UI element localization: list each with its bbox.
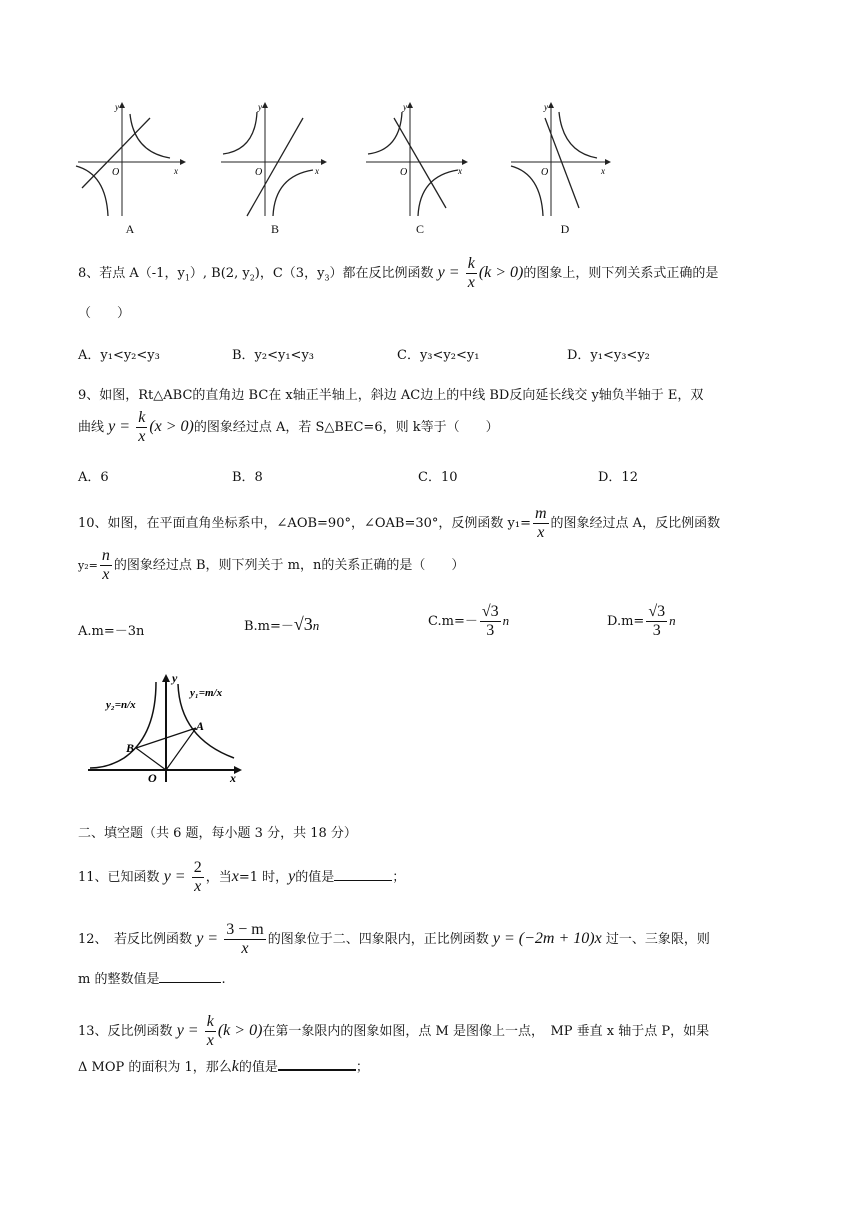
q12-line2 [78,968,226,987]
q9-option-c: C．10 [418,470,458,485]
q10-option-b [244,614,319,635]
q8-text-c: )，C（3，y [254,266,325,281]
q12-text-a: 12、 若反比例函数 [78,932,193,947]
graph-d-y: y [544,102,548,112]
graph-c-label: C [415,222,424,236]
q11-frac-den: x [194,878,202,895]
q12-line2-end: . [221,972,226,987]
q10-line1-a: 10、如图，在平面直角坐标系中，∠AOB=90°，∠OAB=30°，反例函数 y₁= [78,516,531,531]
q11-y: y [288,868,296,885]
q10-optc-a: C.m=－ [428,614,478,629]
q10-frac2-num: n [101,547,110,564]
graph-d-label: D [560,222,570,236]
q10-optc-b: n [502,613,510,628]
q10-fig-x: x [230,771,236,785]
q11-x: x [231,868,239,885]
q10-fig-y2-label: y₂=n/x [106,699,136,711]
q10-fig-y1-label: y₁=m/x [190,687,223,699]
section2-heading: 二、填空题（共 6 题，每小题 3 分，共 18 分） [78,826,357,841]
q8-frac-den: x [467,274,475,291]
q11-text-b: ，当 [205,870,232,885]
graph-b-origin: O [255,167,263,178]
q12-func-y: y = [196,930,219,947]
q13-cond: (k > 0) [217,1022,263,1039]
q10-option-c [428,604,509,639]
graph-d-x: x [601,166,605,176]
q13-text-b: 在第一象限内的图象如图，点 M 是图像上一点， MP 垂直 x 轴于点 P，如果 [262,1024,710,1039]
q11-text-a: 11、已知函数 [78,870,160,885]
q11-line [78,860,405,895]
q9-option-d: D．12 [598,470,638,485]
q8-option-c: C．y₃<y₂<y₁ [397,348,480,363]
q8-text-a: 8、若点 A（-1，y [78,266,185,281]
graph-b-x: x [315,166,319,176]
q10-fig-o: O [148,771,157,785]
graph-d-origin: O [541,167,549,178]
q10-option-a: A.m=－3n [78,624,145,639]
q9-fraction [136,410,147,445]
q10-fig-y: y [172,671,178,685]
graph-b-label: B [270,222,279,236]
q10-fig-b: B [126,741,135,755]
q10-frac1-den: x [537,524,545,541]
graph-a-origin: O [112,167,120,178]
q13-frac-num: k [206,1013,214,1030]
q8-sub1: 1 [184,273,190,283]
q13-line2 [78,1056,369,1076]
q10-option-d [607,604,676,639]
q10-optb-b: n [312,618,320,633]
q11-text-e: ； [392,870,406,885]
q12-frac-num: 3 − m [226,921,264,938]
graph-c-y: y [403,102,407,112]
q9-cond: (x > 0) [149,418,194,435]
q10-line2-a: y₂= [78,559,98,572]
graph-b-plot [215,96,335,220]
q13-k: k [231,1058,239,1075]
q10-optc-den: 3 [486,622,495,639]
q8-cond: (k > 0) [478,264,524,281]
graph-c-x: x [458,166,462,176]
q10-optd-a: D.m= [607,614,645,629]
q10-optc-frac [480,604,501,639]
q8-option-d: D．y₁<y₃<y₂ [567,348,650,363]
q13-line2-a: Δ MOP 的面积为 1，那么 [78,1060,232,1075]
q8-sub3: 3 [324,273,330,283]
q9-option-a: A．6 [78,470,109,485]
q13-text-a: 13、反比例函数 [78,1024,173,1039]
graph-b-y: y [258,102,262,112]
q8-text-d: ）都在反比例函数 [329,266,434,281]
q12-line1 [78,922,710,957]
q8-frac-num: k [467,255,475,272]
q9-frac-num: k [138,409,146,426]
q9-line2-a: 曲线 [78,420,105,435]
q9-line1: 9、如图，Rt△ABC的直角边 BC在 x轴正半轴上，斜边 AC边上的中线 BD反向延长线交 y轴负半轴于 E，双 [78,388,704,403]
q10-line2 [78,548,464,583]
q10-optd-b: n [669,613,676,628]
q11-text-d: 的值是 [295,870,335,885]
q9-frac-den: x [138,428,146,445]
graph-b [215,96,335,236]
q10-figure [84,666,254,786]
q10-optb-rad: √3 [293,614,313,634]
q12-line2-text: m 的整数值是 [78,972,160,987]
q9-line2 [78,410,499,445]
q12-func2: y = (−2m + 10)x [492,930,602,947]
q10-optb-a: B.m=－ [244,619,294,634]
graph-d [505,96,625,236]
graph-a-plot [70,96,190,220]
q11-func-y: y = [163,868,186,885]
q11-answer-blank[interactable] [334,880,392,881]
q8-line1 [78,256,718,291]
q8-fraction [466,256,477,291]
graph-c-origin: O [400,167,408,178]
q8-func-y: y = [437,264,460,281]
q13-func-y: y = [176,1022,199,1039]
q8-paren: （ ） [78,306,131,321]
q9-func-y: y = [108,418,131,435]
q12-text-c: 过一、三象限，则 [605,932,710,947]
q8-sub2: 2 [249,273,255,283]
graph-a-label: A [125,222,135,236]
q13-frac-den: x [206,1032,214,1049]
q8-text-b: ）, B(2, y [189,266,250,281]
q10-frac2-den: x [102,566,110,583]
q11-fraction [192,860,204,895]
q13-answer-blank[interactable] [278,1069,356,1071]
q11-text-c: =1 时， [238,870,289,885]
q10-optc-num: √3 [481,603,499,620]
q12-frac-den: x [241,940,249,957]
q13-line2-end: ； [355,1060,369,1075]
graph-d-plot [505,96,625,220]
q10-fig-a: A [196,719,205,733]
q10-optd-num: √3 [648,603,666,620]
graph-c-plot [360,96,480,220]
q8-option-b: B．y₂<y₁<y₃ [232,348,315,363]
q8-text-e: 的图象上，则下列关系式正确的是 [523,266,719,281]
q12-fraction [224,922,265,957]
q10-optd-den: 3 [652,622,661,639]
q10-fraction-m [533,506,549,541]
q9-line2-b: 的图象经过点 A，若 S△BEC=6，则 k等于（ ） [193,420,499,435]
q12-answer-blank[interactable] [159,982,221,983]
q10-frac1-num: m [534,505,547,522]
q9-option-b: B．8 [232,470,263,485]
q13-line1 [78,1014,709,1049]
option-graphs-row [70,96,630,246]
q12-text-b: 的图象位于二、四象限内，正比例函数 [267,932,489,947]
q10-line2-b: 的图象经过点 B，则下列关于 m，n的关系正确的是（ ） [113,558,465,573]
graph-a-y: y [115,102,119,112]
q13-fraction [205,1014,216,1049]
q11-frac-num: 2 [193,859,202,876]
graph-a [70,96,190,236]
q8-option-a: A．y₁<y₂<y₃ [78,348,160,363]
q10-fraction-n [100,548,112,583]
q13-line2-b: 的值是 [238,1060,278,1075]
graph-c [360,96,480,236]
q10-optd-frac [646,604,667,639]
graph-a-x: x [174,166,178,176]
q10-line1-b: 的图象经过点 A，反比例函数 [550,516,721,531]
q10-line1 [78,506,720,541]
